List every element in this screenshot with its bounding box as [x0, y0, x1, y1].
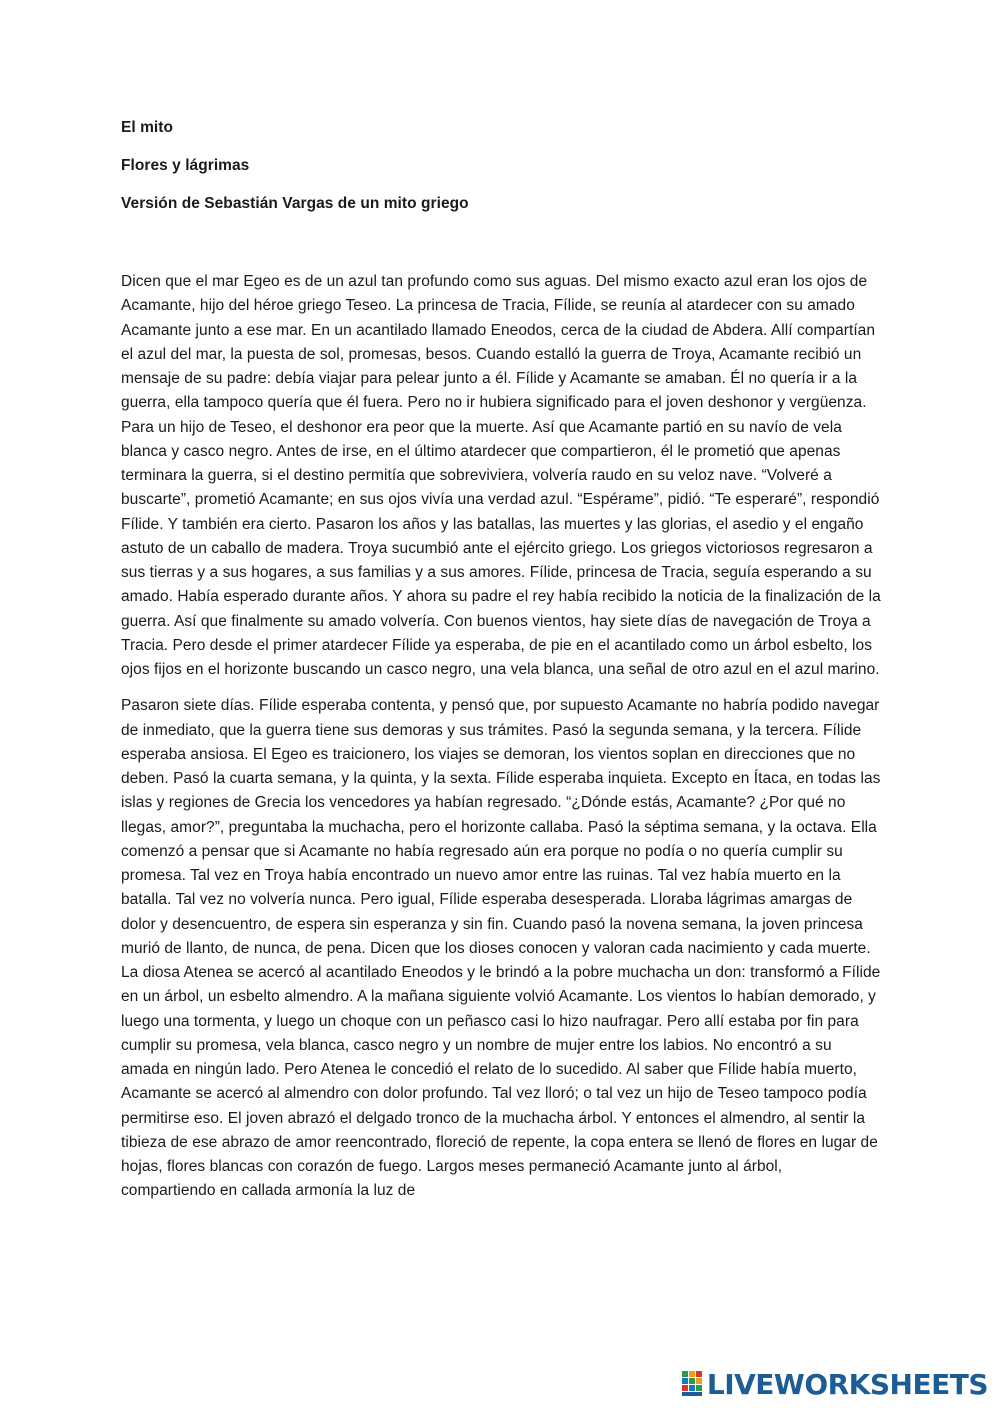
paragraph: Dicen que el mar Egeo es de un azul tan profundo como sus aguas. Del mismo exacto azul eran los ojos de Acamante, hijo del héroe griego Teseo. La princesa de Tracia, Fílide, se reunía al atardecer con su amado Acamante junto a ese mar. En un acantilado llamado Eneodos, cerca de la ciudad de Abdera. Allí compartían el azul del mar, la puesta de sol, promesas, besos. Cuando estalló la guerra de Troya, Acamante recibió un mensaje de su padre: debía viajar para pelear junto a él. Fílide y Acamante se amaban. Él no quería ir a la guerra, ella tampoco quería que él fuera. Pero no ir hubiera significado para el joven deshonor y vergüenza. Para un hijo de Teseo, el deshonor era peor que la muerte. Así que Acamante partió en su navío de vela blanca y casco negro. Antes de irse, en el último atardecer que compartieron, él le prometió que apenas terminara la guerra, si el destino permitía que sobreviviera, volvería raudo en su veloz nave. “Volveré a buscarte”, prometió Acamante; en sus ojos vivía una verdad azul. “Espérame”, pidió. “Te esperaré”, respondió Fílide. Y también era cierto. Pasaron los años y las batallas, las muertes y las glorias, el asedio y el engaño astuto de un caballo de madera. Troya sucumbió ante el ejército griego. Los griegos victoriosos regresaron a sus tierras y a sus hogares, a sus familias y a sus amores. Fílide, princesa de Tracia, seguía esperando a su amado. Había esperado durante años. Y ahora su padre el rey había recibido la noticia de la finalización de la guerra. Así que finalmente su amado volvería. Con buenos vientos, hay siete días de navegación de Troya a Tracia. Pero desde el primer atardecer Fílide ya esperaba, de pie en el acantilado como un árbol esbelto, los ojos fijos en el horizonte buscando un casco negro, una vela blanca, una señal de otro azul en el azul marino. — [121, 273, 881, 678]
document-page — [121, 118, 881, 1204]
liveworksheets-brand-text: LIVEWORKSHEETS — [706, 1367, 988, 1401]
story-body — [121, 270, 881, 1204]
liveworksheets-logo-icon — [682, 1371, 704, 1397]
paragraph: Pasaron siete días. Fílide esperaba contenta, y pensó que, por supuesto Acamante no habría podido navegar de inmediato, que la guerra tiene sus demoras y sus trámites. Pasó la segunda semana, y la tercera. Fílide esperaba ansiosa. El Egeo es traicionero, los viajes se demoran, los vientos soplan en direcciones que no deben. Pasó la cuarta semana, y la quinta, y la sexta. Fílide esperaba inquieta. Excepto en Ítaca, en todas las islas y regiones de Grecia los vencedores ya habían regresado. “¿Dónde estás, Acamante? ¿Por qué no llegas, amor?”, preguntaba la muchacha, pero el horizonte callaba. Pasó la séptima semana, y la octava. Ella comenzó a pensar que si Acamante no había regresado aún era porque no podía o no quería cumplir su promesa. Tal vez en Troya había encontrado un nuevo amor entre las ruinas. Tal vez había muerto en la batalla. Tal vez no volvería nunca. Pero igual, Fílide esperaba desesperada. Lloraba lágrimas amargas de dolor y desencuentro, de espera sin esperanza y sin fin. Cuando pasó la novena semana, la joven princesa murió de llanto, de nunca, de pena. Dicen que los dioses conocen y valoran cada nacimiento y cada muerte. La diosa Atenea se acercó al acantilado Eneodos y le brindó a la pobre muchacha un don: transformó a Fílide en un árbol, un esbelto almendro. A la mañana siguiente volvió Acamante. Los vientos lo habían demorado, y luego una tormenta, y luego un choque con un peñasco casi lo hizo naufragar. Pero allí estaba por fin para cumplir su promesa, vela blanca, casco negro y un nombre de mujer entre los labios. No encontró a su amada en ningún lado. Pero Atenea le concedió el relato de lo sucedido. Al saber que Fílide había muerto, Acamante se acercó al almendro con dolor profundo. Tal vez lloró; o tal vez un hijo de Teseo tampoco podía permitirse eso. El joven abrazó el delgado tronco de la muchacha árbol. Y entonces el almendro, al sentir la tibieza de ese abrazo de amor reencontrado, floreció de repente, la copa entera se llenó de flores en lugar de hojas, flores blancas con corazón de fuego. Largos meses permaneció Acamante junto al árbol, compartiendo en callada armonía la luz de — [121, 697, 881, 1200]
story-title: Flores y lágrimas — [121, 157, 250, 174]
liveworksheets-watermark — [682, 1364, 988, 1404]
section-label: El mito — [121, 119, 174, 136]
story-subtitle: Versión de Sebastián Vargas de un mito griego — [121, 195, 469, 212]
